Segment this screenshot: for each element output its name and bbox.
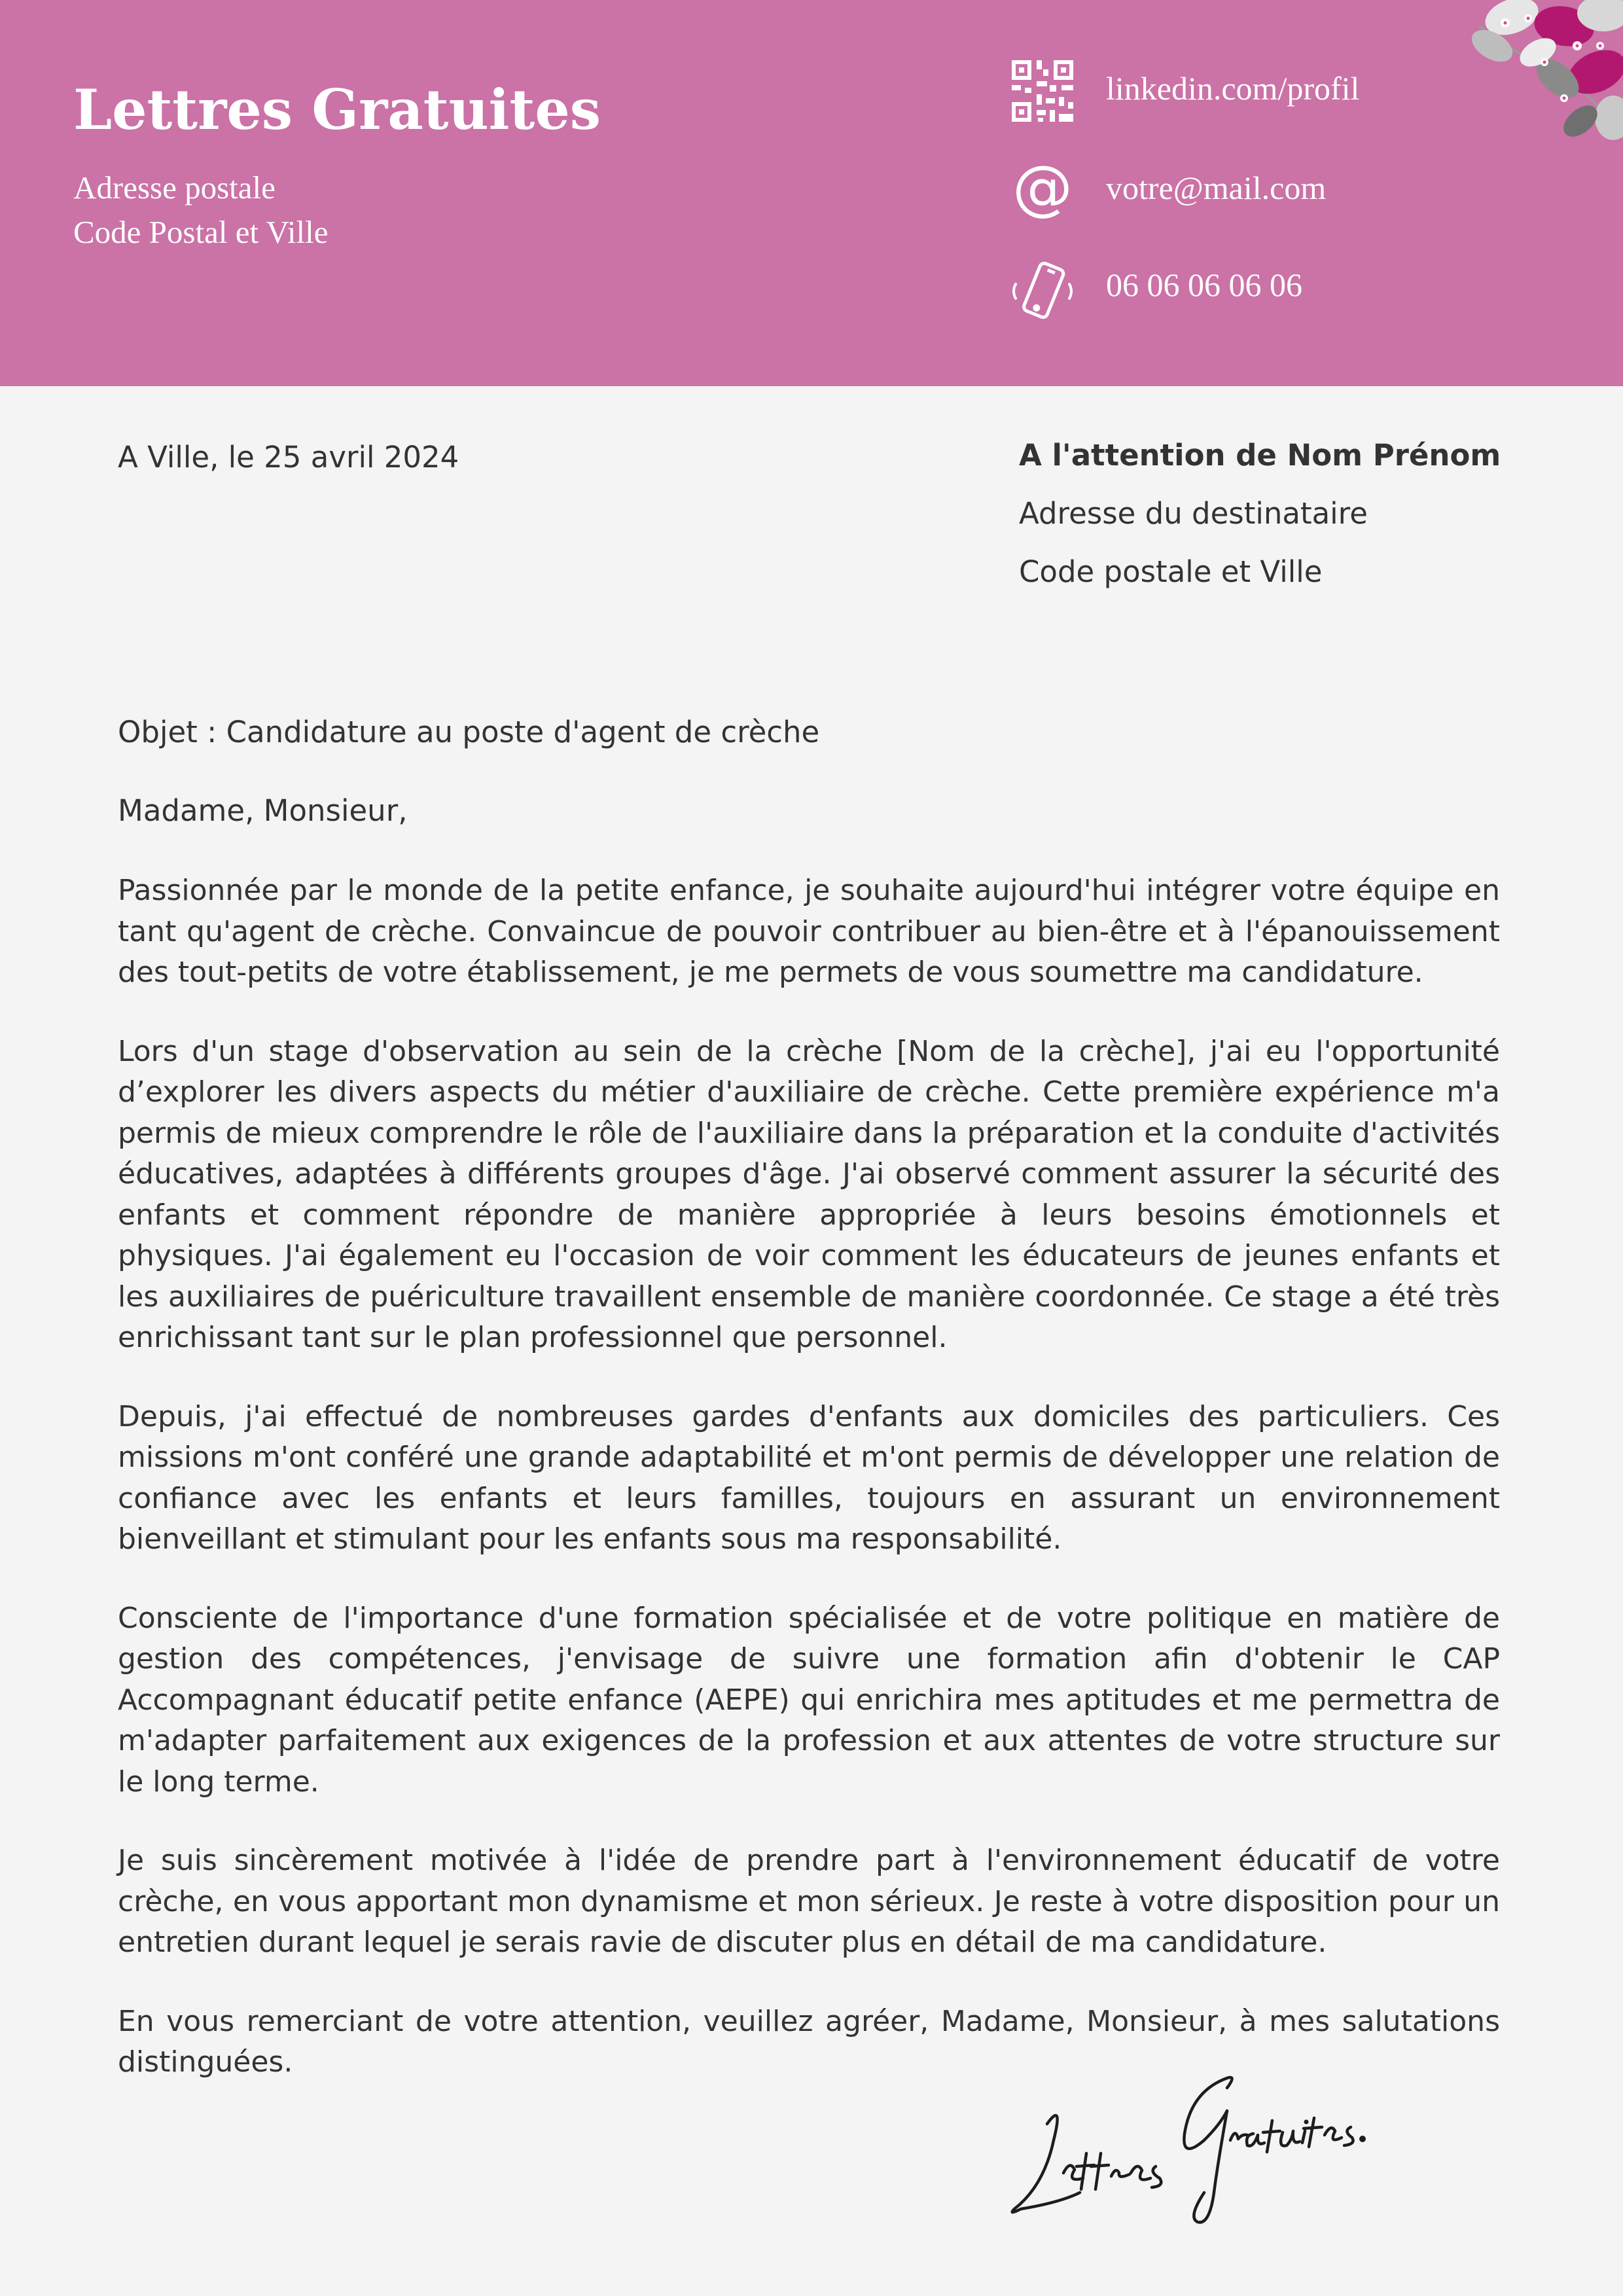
phone-icon <box>1007 255 1079 327</box>
qr-code-icon <box>1007 55 1079 127</box>
body-paragraph: Lors d'un stage d'observation au sein de la crèche [Nom de la crèche], j'ai eu l'opportunité d’explorer les divers aspects du métier d'auxiliaire de crèche. Cette première expérience m'a permis de mieux comprendre le rôle de l'auxiliaire dans la préparation et la conduite d'activités éducatives, adaptées à différents groupes d'âge. J'ai observé comment assurer la sécurité des enfants et comment répondre de manière appropriée à leurs besoins émotionnels et physiques. J'ai également eu l'occasion de voir comment les éducateurs de jeunes enfants et les auxiliaires de puériculture travaillent ensemble de manière coordonnée. Ce stage a été très enrichissant tant sur le plan professionnel que personnel. <box>118 1034 1500 1354</box>
svg-text:@: @ <box>1012 154 1073 223</box>
sender-name: Lettres Gratuites <box>73 77 601 142</box>
subject-block <box>118 712 1500 831</box>
sender-address: Adresse postale <box>73 170 276 206</box>
flower-decoration-icon <box>1466 0 1623 157</box>
recipient-name: A l'attention de Nom Prénom <box>1019 438 1501 473</box>
phone-number[interactable]: 06 06 06 06 06 <box>1106 266 1302 303</box>
letter-date: A Ville, le 25 avril 2024 <box>118 440 459 475</box>
letter-body <box>118 870 1500 2121</box>
body-paragraph: Consciente de l'importance d'une formation spécialisée et de votre politique en matière de gestion des compétences, j'envisage de suivre une formation afin d'obtenir le CAP Accompagnant éducatif petite enfance (AEPE) qui enrichira mes aptitudes et me permettra de m'adapter parfaitement aux exigences de la profession et aux attentes de votre structure sur le long terme. <box>118 1601 1500 1799</box>
letter-subject: Objet : Candidature au poste d'agent de crèche <box>118 715 820 749</box>
letter-salutation: Madame, Monsieur, <box>118 793 408 828</box>
recipient-city: Code postale et Ville <box>1019 554 1323 589</box>
handwritten-signature <box>1001 2062 1381 2232</box>
sender-city: Code Postal et Ville <box>73 214 329 250</box>
at-sign-icon <box>1007 154 1079 226</box>
body-paragraph: Je suis sincèrement motivée à l'idée de prendre part à l'environnement éducatif de votre crèche, en vous apportant mon dynamisme et mon sérieux. Je reste à votre disposition pour un entretien durant lequel je serais ravie de discuter plus en détail de ma candidature. <box>118 1844 1500 1959</box>
linkedin-link[interactable]: linkedin.com/profil <box>1106 70 1360 107</box>
recipient-address: Adresse du destinataire <box>1019 496 1368 531</box>
body-paragraph: Depuis, j'ai effectué de nombreuses gardes d'enfants aux domiciles des particuliers. Ces missions m'ont conféré une grande adaptabilité et m'ont permis de développer une relation de confiance avec les enfants et leurs familles, toujours en assurant un environnement bienveillant et stimulant pour les enfants sous ma responsabilité. <box>118 1399 1500 1556</box>
header-banner <box>0 0 1623 386</box>
email-link[interactable]: votre@mail.com <box>1106 170 1327 206</box>
body-paragraph: En vous remerciant de votre attention, veuillez agréer, Madame, Monsieur, à mes salutations distinguées. <box>118 2004 1500 2079</box>
body-paragraph: Passionnée par le monde de la petite enfance, je souhaite aujourd'hui intégrer votre équipe en tant qu'agent de crèche. Convaincue de pouvoir contribuer au bien-être et à l'épanouissement des tout-petits de votre établissement, je me permets de vous soumettre ma candidature. <box>118 874 1500 989</box>
